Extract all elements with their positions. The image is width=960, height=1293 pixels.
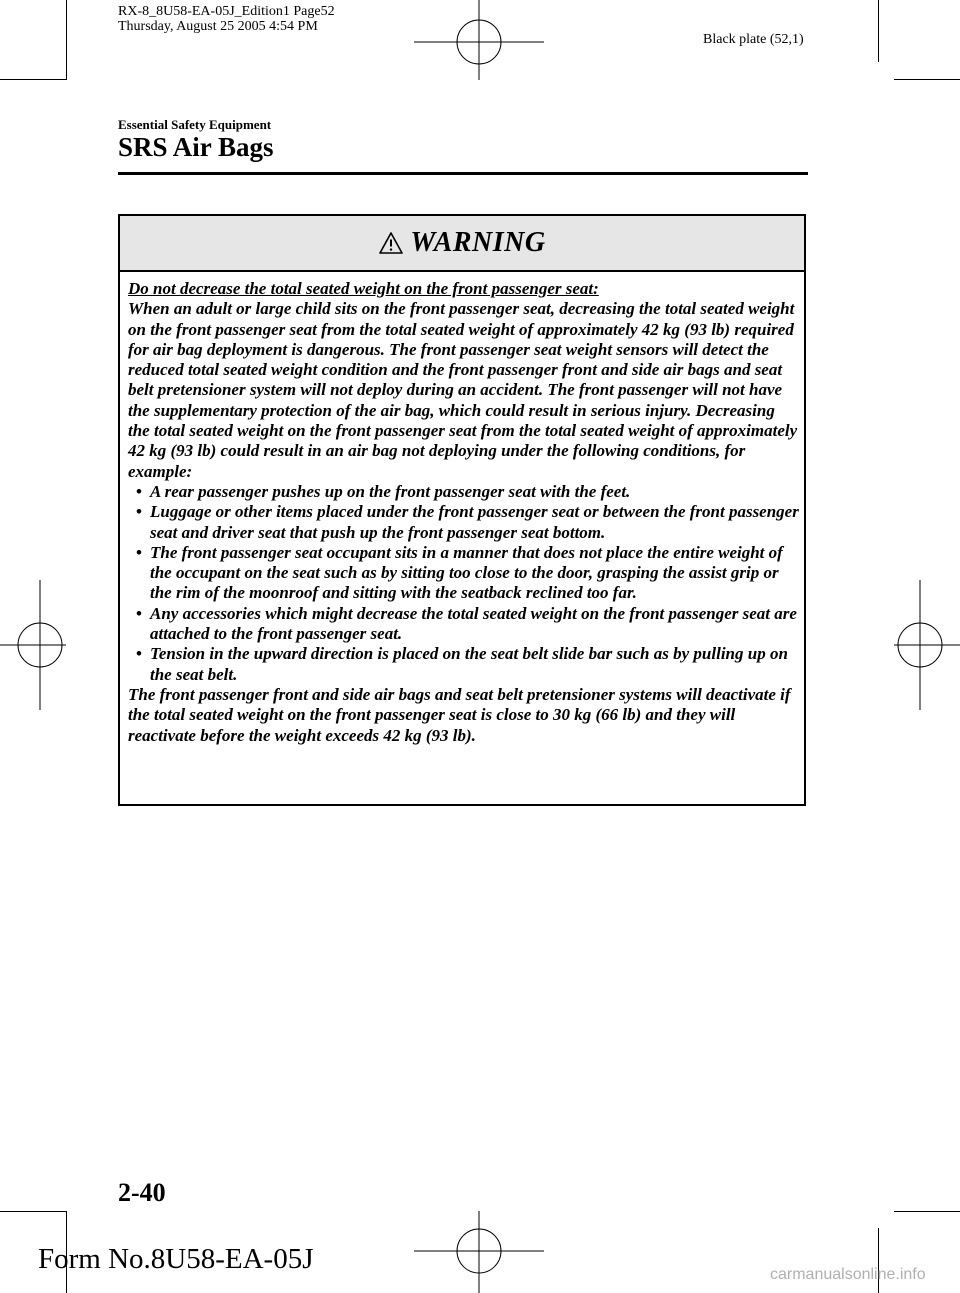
watermark: carmanualsonline.info: [770, 1266, 926, 1283]
list-item: • Tension in the upward direction is placed on the seat belt slide bar such as by pulling up on the seat belt.: [128, 644, 800, 685]
registration-mark-icon: [414, 0, 544, 82]
page-title: SRS Air Bags: [118, 132, 274, 162]
warning-intro: When an adult or large child sits on the front passenger seat, decreasing the total seated weight on the front passenger seat from the total seated weight of approximately 42 kg (93 lb) required for air bag deployment is dangerous. The front passenger seat weight sensors will detect the reduced total seated weight condition and the front passenger front and side air bags and seat belt pretensioner system will not deploy during an accident. The front passenger will not have the supplementary protection of the air bag, which could result in serious injury. Decreasing the total seated weight on the front passenger seat from the total seated weight of approximately 42 kg (93 lb) could result in an air bag not deploying under the following conditions, for example:: [128, 299, 798, 481]
warning-header: [120, 216, 804, 272]
crop-mark: [878, 0, 879, 62]
crop-mark: [894, 1211, 960, 1212]
title-rule: [118, 172, 808, 175]
registration-mark-icon: [414, 1211, 544, 1293]
warning-triangle-icon: [378, 231, 404, 255]
crop-mark: [0, 1211, 66, 1212]
section-label: Essential Safety Equipment: [118, 117, 272, 132]
warning-heading: Do not decrease the total seated weight on the front passenger seat:: [128, 279, 599, 298]
warning-title: WARNING: [410, 227, 546, 258]
warning-closing: The front passenger front and side air bags and seat belt pretensioner systems will deactivate if the total seated weight on the front passenger seat is close to 30 kg (66 lb) and they will reactivate before the weight exceeds 42 kg (93 lb).: [128, 684, 791, 745]
form-number: Form No.8U58-EA-05J: [38, 1243, 314, 1275]
warning-body: [128, 279, 800, 746]
registration-mark-icon: [0, 580, 66, 710]
page-number: 2-40: [118, 1178, 166, 1207]
crop-mark: [0, 79, 66, 80]
list-item: • The front passenger seat occupant sits in a manner that does not place the entire weight of the occupant on the seat such as by sitting too close to the door, grasping the assist grip or the rim of the moonroof and sitting with the seatback reclined too far.: [128, 543, 800, 604]
list-item: • Luggage or other items placed under the front passenger seat or between the front passenger seat and driver seat that push up the front passenger seat bottom.: [128, 502, 800, 543]
list-item: • Any accessories which might decrease the total seated weight on the front passenger seat are attached to the front passenger seat.: [128, 604, 800, 645]
crop-mark: [66, 0, 67, 80]
print-header-file: RX-8_8U58-EA-05J_Edition1 Page52: [118, 4, 335, 19]
warning-box: [118, 214, 806, 806]
print-header-date: Thursday, August 25 2005 4:54 PM: [118, 19, 318, 34]
list-item: • A rear passenger pushes up on the front passenger seat with the feet.: [128, 482, 800, 502]
print-header-plate: Black plate (52,1): [703, 32, 804, 47]
warning-bullet-list: [128, 482, 800, 685]
registration-mark-icon: [894, 580, 960, 710]
crop-mark: [894, 79, 960, 80]
